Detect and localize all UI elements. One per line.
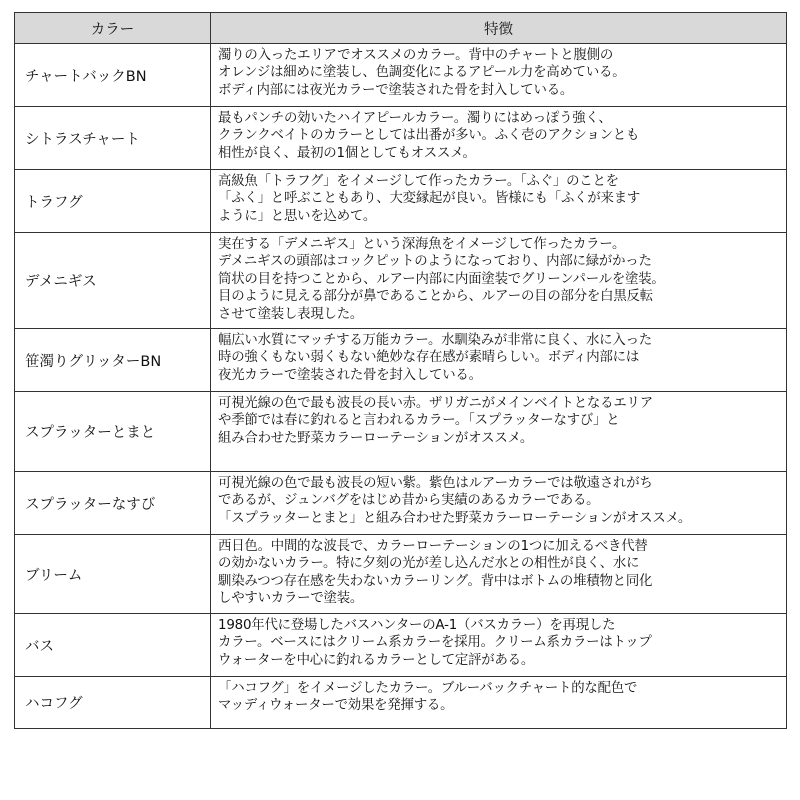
- feature-line: しやすいカラーで塗装。: [218, 591, 364, 607]
- color-name-cell: ブリーム: [15, 535, 211, 614]
- table-body: [15, 44, 787, 729]
- feature-line: 可視光線の色で最も波長の長い赤。ザリガニがメインベイトとなるエリア: [218, 396, 653, 411]
- feature-cell: [211, 107, 787, 170]
- feature-line: 目のように見える部分が鼻であることから、ルアーの目の部分を白黒反転: [218, 289, 653, 305]
- feature-cell: [211, 614, 787, 677]
- header-row: [15, 13, 787, 44]
- feature-line: や季節では春に釣れると言われるカラー。「スプラッターなすび」と: [218, 413, 620, 429]
- table-row: [15, 472, 787, 535]
- table-row: [15, 44, 787, 107]
- feature-line: オレンジは細めに塗装し、色調変化によるアピール力を高めている。: [218, 65, 626, 81]
- feature-line: 幅広い水質にマッチする万能カラー。水馴染みが非常に良く、水に入った: [218, 333, 652, 348]
- feature-line: デメニギスの頭部はコックピットのようになっており、内部に緑がかった: [218, 254, 652, 270]
- feature-line: ウォーターを中心に釣れるカラーとして定評がある。: [218, 652, 535, 668]
- feature-cell: [211, 170, 787, 233]
- color-feature-table: [14, 12, 787, 729]
- color-name-cell: シトラスチャート: [15, 107, 211, 170]
- table-row: [15, 535, 787, 614]
- color-name-cell: トラフグ: [15, 170, 211, 233]
- feature-line: であるが、ジュンバグをはじめ昔から実績のあるカラーである。: [218, 493, 600, 509]
- feature-cell: [211, 472, 787, 535]
- color-name-cell: バス: [15, 614, 211, 677]
- color-name-cell: 笹濁りグリッターBN: [15, 329, 211, 392]
- feature-cell: [211, 535, 787, 614]
- feature-line: クランクベイトのカラーとしては出番が多い。ふく壱のアクションとも: [218, 128, 640, 144]
- color-table-wrapper: [14, 12, 786, 729]
- table-row: [15, 677, 787, 729]
- table-row: [15, 170, 787, 233]
- feature-line: 時の強くもない弱くもない絶妙な存在感が素晴らしい。ボディ内部には: [218, 350, 640, 366]
- table-row: [15, 614, 787, 677]
- color-name-cell: デメニギス: [15, 233, 211, 329]
- feature-line: 高級魚「トラフグ」をイメージして作ったカラー。「ふぐ」のことを: [218, 174, 619, 189]
- feature-line: 可視光線の色で最も波長の短い紫。紫色はルアーカラーでは敬遠されがち: [218, 476, 653, 491]
- feature-line: 相性が良く、最初の1個としてもオススメ。: [218, 145, 476, 161]
- feature-line: 馴染みつつ存在感を失わないカラーリング。背中はボトムの堆積物と同化: [218, 573, 653, 589]
- feature-line: 筒状の目を持つことから、ルアー内部に内面塗装でグリーンパールを塗装。: [218, 271, 665, 287]
- header-feature: 特徴: [211, 13, 787, 44]
- table-row: [15, 329, 787, 392]
- table-row: [15, 107, 787, 170]
- feature-cell: [211, 233, 787, 329]
- feature-line: 夜光カラーで塗装された骨を封入している。: [218, 367, 482, 383]
- feature-line: させて塗装し表現した。: [218, 306, 364, 322]
- feature-line: カラー。ベースにはクリーム系カラーを採用。クリーム系カラーはトップ: [218, 635, 652, 651]
- feature-line: 「ふく」と呼ぶこともあり、大変縁起が良い。皆様にも「ふくが来ます: [218, 191, 641, 207]
- feature-line: 組み合わせた野菜カラーローテーションがオススメ。: [218, 430, 534, 446]
- feature-line: 西日色。中間的な波長で、カラーローテーションの1つに加えるべき代替: [218, 539, 648, 554]
- feature-line: 「スプラッターとまと」と組み合わせた野菜カラーローテーションがオススメ。: [218, 510, 692, 526]
- color-name-cell: チャートバックBN: [15, 44, 211, 107]
- feature-cell: [211, 44, 787, 107]
- color-name-cell: スプラッターなすび: [15, 472, 211, 535]
- feature-cell: [211, 329, 787, 392]
- table-row: [15, 233, 787, 329]
- feature-line: ボディ内部には夜光カラーで塗装された骨を封入している。: [218, 82, 574, 98]
- table-row: [15, 392, 787, 472]
- feature-line: ように」と思いを込めて。: [218, 208, 377, 224]
- feature-line: 「ハコフグ」をイメージしたカラー。ブルーバックチャート的な配色で: [218, 681, 638, 696]
- feature-cell: [211, 677, 787, 729]
- feature-line: の効かないカラー。特に夕刻の光が差し込んだ水との相性が良く、水に: [218, 556, 640, 572]
- feature-line: 実在する「デメニギス」という深海魚をイメージして作ったカラー。: [218, 237, 626, 252]
- feature-line: 濁りの入ったエリアでオススメのカラー。背中のチャートと腹側の: [218, 48, 614, 63]
- color-name-cell: スプラッターとまと: [15, 392, 211, 472]
- feature-cell: [211, 392, 787, 472]
- feature-line: マッディウォーターで効果を発揮する。: [218, 698, 454, 714]
- feature-line: 最もパンチの効いたハイアピールカラー。濁りにはめっぽう強く、: [218, 111, 612, 126]
- feature-line: 1980年代に登場したバスハンターのA-1（バスカラー）を再現した: [218, 618, 616, 633]
- header-color: カラー: [15, 13, 211, 44]
- color-name-cell: ハコフグ: [15, 677, 211, 729]
